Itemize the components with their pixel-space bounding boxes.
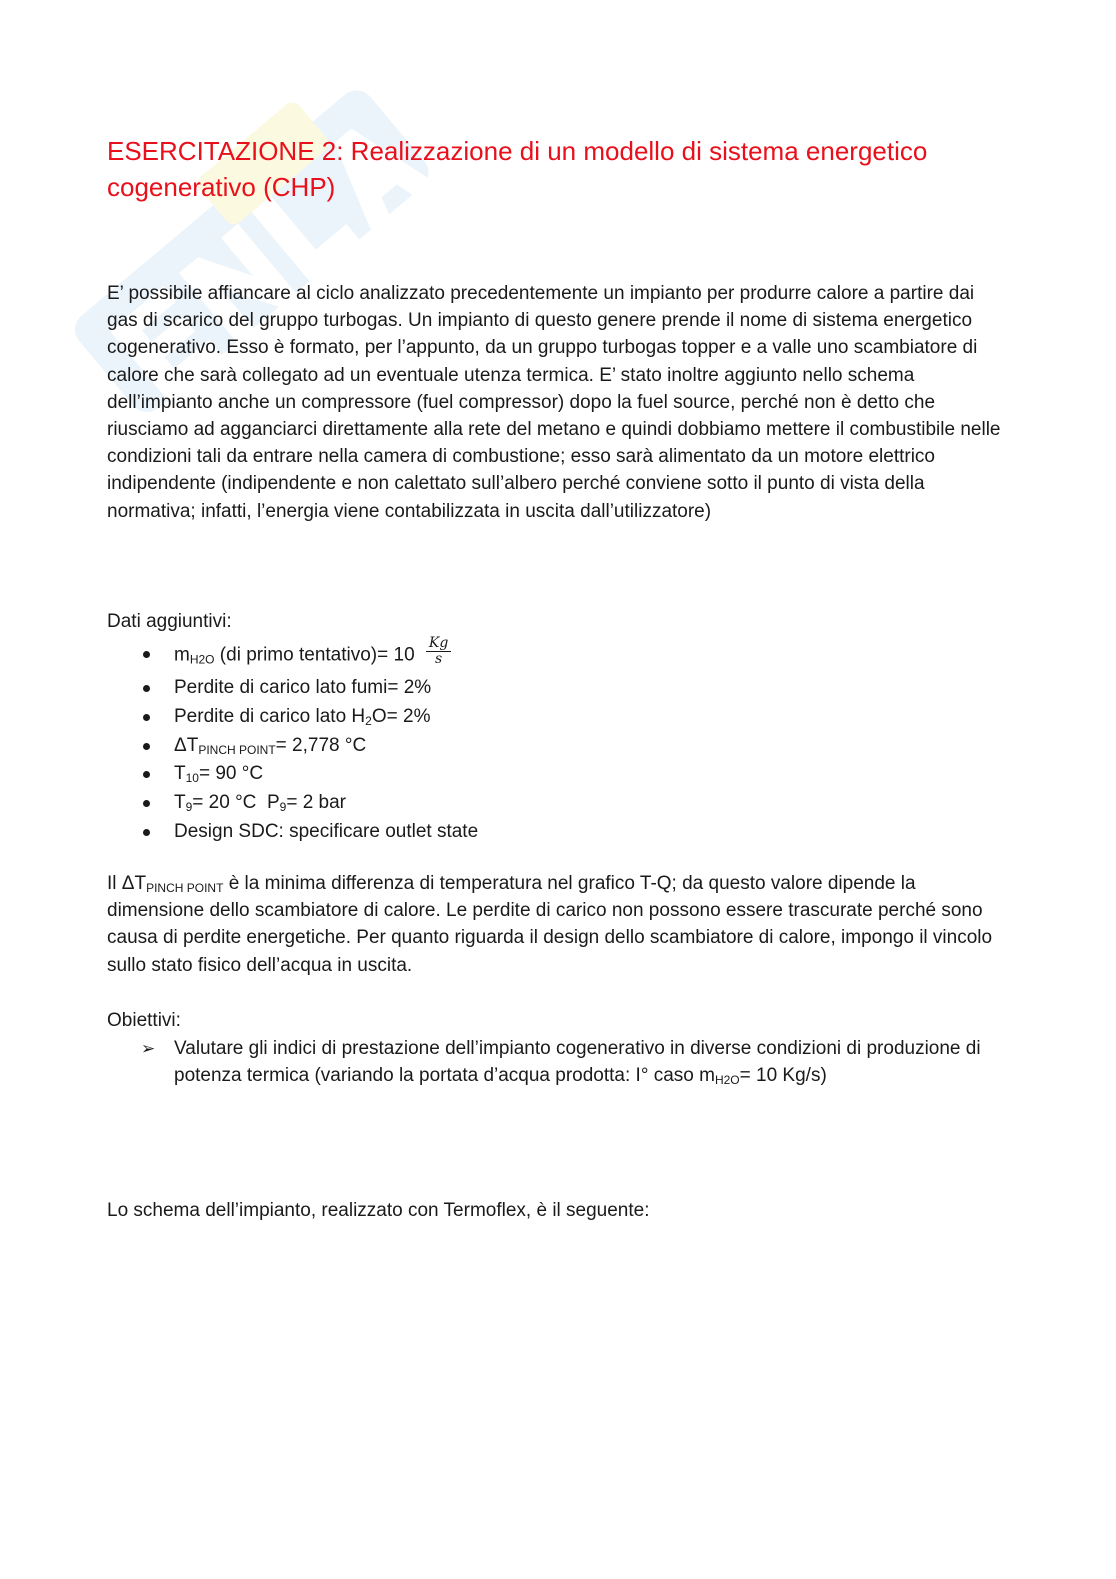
dati-aggiuntivi-label: Dati aggiuntivi:	[107, 611, 232, 632]
obiettivo-item: ➢ Valutare gli indici di prestazione dell’impianto cogenerativo in diverse condizioni di produzione di potenza termica (variando la portata d’acqua prodotta: I° caso $m_{H2O}= 10$ Kg/s)	[107, 1035, 1007, 1089]
list-item: $T_9= 20$ °C $P_9= 2$ bar	[107, 789, 478, 818]
list-item: Perdite di carico lato $H_2O= 2\%$	[107, 703, 478, 732]
bullet-dot	[143, 685, 150, 692]
bullet-dot	[143, 714, 150, 721]
list-item: $T_{10}= 90$ °C	[107, 760, 478, 789]
bullet-dot	[143, 829, 150, 836]
bullet-dot	[143, 771, 150, 778]
intro-paragraph: E’ possibile affiancare al ciclo analizzato precedentemente un impianto per produrre calore a partire dai gas di scarico del gruppo turbogas. Un impianto di questo genere prende il nome di sistema energetico cogenerativo. Esso è formato, per l’appunto, da un gruppo turbogas topper e a valle uno scambiatore di calore che sarà collegato ad un eventuale utenza termica. E’ stato inoltre aggiunto nello schema dell’impianto anche un compressore (fuel compressor) dopo la fuel source, perché non è detto che riusciamo ad agganciarci direttamente alla rete del metano e quindi dobbiamo mettere il combustibile nelle condizioni tali da entrare nella camera di combustione; esso sarà alimentato da un motore elettrico indipendente (indipendente e non calettato sull’albero perché conviene sotto il punto di vista della normativa; infatti, l’energia viene contabilizzata in uscita dall’utilizzatore)	[107, 283, 1001, 522]
list-item: $\Delta T_{PINCH POINT}= 2,778$ °C	[107, 732, 478, 761]
dati-list	[107, 635, 479, 847]
schema-paragraph: Lo schema dell’impianto, realizzato con Termoflex, è il seguente:	[107, 1200, 650, 1221]
bullet-dot	[143, 743, 150, 750]
page-title: ESERCITAZIONE 2: Realizzazione di un modello di sistema energetico cogenerativo (CHP)	[107, 136, 928, 202]
list-item: Design SDC: specificare outlet state	[107, 818, 478, 847]
pinch-point-paragraph: Il $\Delta T_{PINCH POINT}$ è la minima differenza di temperatura nel grafico T-Q; da questo valore dipende la dimensione dello scambiatore di calore. Le perdite di carico non possono essere trascurate perché sono causa di perdite energetiche. Per quanto riguarda il design dello scambiatore di calore, impongo il vincolo sullo stato fisico dell’acqua in uscita.	[107, 873, 993, 976]
list-item: Perdite di carico lato fumi= 2%	[107, 674, 478, 703]
bullet-dot	[143, 800, 150, 807]
list-item: $m_{H2O}$ (di primo tentativo)= 10 $\frac{Kg}{s}$	[107, 640, 478, 674]
fraction: $\frac{Kg}{s}$	[426, 636, 451, 667]
obiettivi-label: Obiettivi:	[107, 1010, 181, 1031]
bullet-dot	[143, 651, 150, 658]
arrow-bullet-icon: ➢	[141, 1039, 156, 1058]
